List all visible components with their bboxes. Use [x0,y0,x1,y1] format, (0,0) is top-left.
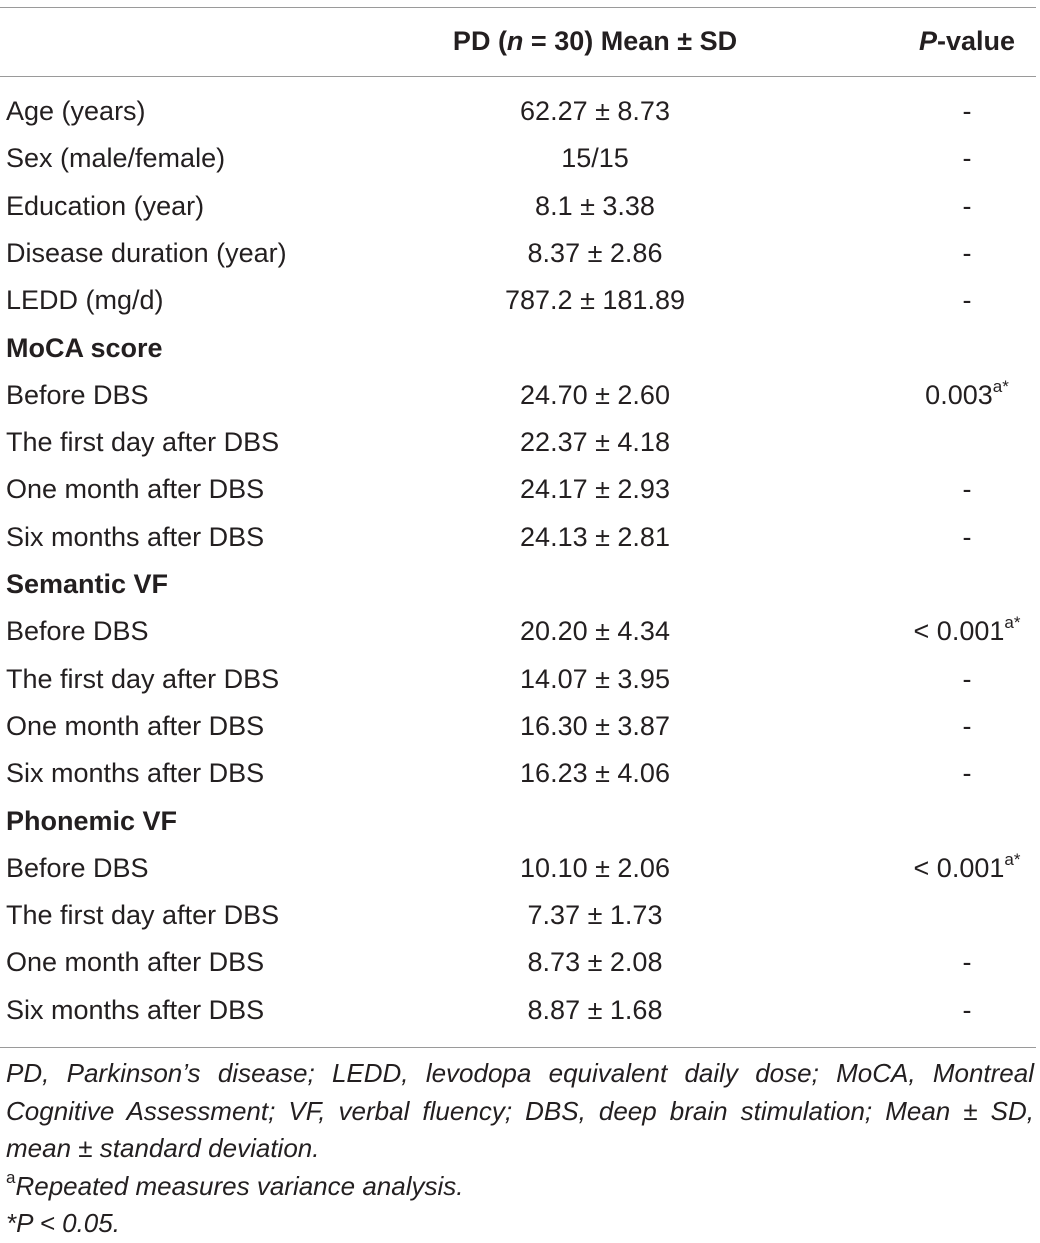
p-value-superscript: a* [1004,849,1021,869]
table-row [0,750,1036,797]
section-header-row [0,325,1036,372]
row-label: The first day after DBS [6,900,280,931]
header-p-rest: -value [936,26,1016,56]
cell-mean-sd: 10.10 ± 2.06 [520,852,670,883]
p-value-superscript: a* [1004,613,1021,633]
row-label: Age (years) [6,96,146,126]
row-label: One month after DBS [6,947,265,978]
table-row [0,514,1036,561]
cell-p-value [963,277,972,324]
p-value-text: - [962,994,972,1025]
table-row [0,987,1036,1034]
footnote-a-marker: a [6,1167,16,1187]
cell-mean-sd: 787.2 ± 181.89 [505,285,685,316]
row-label: Before DBS [6,616,149,647]
section-label: MoCA score [6,332,163,363]
cell-mean-sd: 22.37 ± 4.18 [520,427,670,458]
table-header-rule [0,76,1036,77]
cell-mean-sd: 24.13 ± 2.81 [520,521,670,552]
row-label: LEDD (mg/d) [6,285,164,316]
row-label: Six months after DBS [6,758,265,789]
row-label: Education (year) [6,190,205,221]
row-label: One month after DBS [6,710,265,741]
header-p-value [919,16,1015,66]
section-header-row [0,798,1036,845]
cell-p-value [963,88,972,135]
cell-p-value [963,939,972,986]
p-value-text: < 0.001 [913,616,1005,647]
cell-p-value [963,135,972,182]
cell-p-value [963,230,972,277]
p-value-text: < 0.001 [913,852,1005,883]
table-row [0,466,1036,513]
p-value-text: - [962,237,972,268]
section-label: Semantic VF [6,569,169,599]
table-row [0,135,1036,182]
table-footnotes [6,1055,1034,1243]
cell-mean-sd: 24.17 ± 2.93 [520,474,670,505]
row-label: Six months after DBS [6,521,265,552]
cell-mean-sd: 16.30 ± 3.87 [520,710,670,741]
row-label: Disease duration (year) [6,237,287,268]
table-row [0,892,1036,939]
row-label: Before DBS [6,379,149,410]
table-row [0,183,1036,230]
row-label: Before DBS [6,852,149,883]
cell-mean-sd: 16.23 ± 4.06 [520,758,670,789]
table-row [0,608,1036,655]
p-value-text: 0.003 [925,379,993,410]
table-row [0,88,1036,135]
p-value-text: - [962,663,972,694]
table-row [0,845,1036,892]
cell-p-value [963,183,972,230]
p-value-text: - [962,285,972,316]
table-row [0,703,1036,750]
cell-p-value [963,514,972,561]
table-row [0,277,1036,324]
row-label: Sex (male/female) [6,143,226,174]
table-row [0,372,1036,419]
cell-mean-sd: 20.20 ± 4.34 [520,616,670,647]
cell-p-value [963,656,972,703]
cell-mean-sd: 24.70 ± 2.60 [520,379,670,410]
table-header-row [0,16,1036,66]
row-label: The first day after DBS [6,663,280,694]
cell-p-value [963,466,972,513]
p-value-text: - [962,96,972,126]
cell-p-value [963,750,972,797]
p-value-text: - [962,190,972,221]
cell-p-value [963,987,972,1034]
cell-mean-sd: 14.07 ± 3.95 [520,663,670,694]
table-bottom-rule [0,1047,1036,1048]
cell-p-value [914,608,1021,655]
header-mean-post: = 30) Mean ± SD [523,26,738,56]
header-mean-n: n [506,26,524,56]
footnote-abbreviations: PD, Parkinson’s disease; LEDD, levodopa equivalent daily dose; MoCA, Montreal Cognitive Assessment; VF, verbal fluency; DBS, deep brain stimulation; Mean ± SD, mean ± standard deviation. [6,1058,1034,1163]
footnote-significance: *P < 0.05. [6,1208,120,1238]
header-p-italic: P [918,26,937,56]
row-label: The first day after DBS [6,427,280,458]
p-value-text: - [962,474,972,505]
cell-mean-sd: 8.37 ± 2.86 [527,237,663,268]
p-value-text: - [962,521,972,552]
section-label: Phonemic VF [6,805,178,836]
footnote-a [6,1168,1034,1206]
section-header-row [0,561,1036,608]
cell-mean-sd: 8.73 ± 2.08 [527,947,663,978]
row-label: One month after DBS [6,474,265,505]
p-value-superscript: a* [992,376,1009,396]
cell-mean-sd: 8.1 ± 3.38 [535,190,655,221]
table-row [0,939,1036,986]
header-mean-pre: PD ( [452,26,507,56]
table-row [0,230,1036,277]
header-mean-sd [453,16,737,66]
p-value-text: - [962,143,972,174]
cell-p-value [914,845,1021,892]
table-row [0,656,1036,703]
table-row [0,419,1036,466]
table-top-rule [0,7,1036,8]
row-label: Six months after DBS [6,994,265,1025]
p-value-text: - [962,947,972,978]
cell-mean-sd: 15/15 [561,143,629,174]
p-value-text: - [962,758,972,789]
cell-p-value [925,372,1009,419]
cell-mean-sd: 7.37 ± 1.73 [527,900,663,931]
footnote-a-text: Repeated measures variance analysis. [15,1170,464,1201]
cell-mean-sd: 62.27 ± 8.73 [520,96,670,126]
cell-mean-sd: 8.87 ± 1.68 [527,994,663,1025]
cell-p-value [963,703,972,750]
p-value-text: - [962,710,972,741]
